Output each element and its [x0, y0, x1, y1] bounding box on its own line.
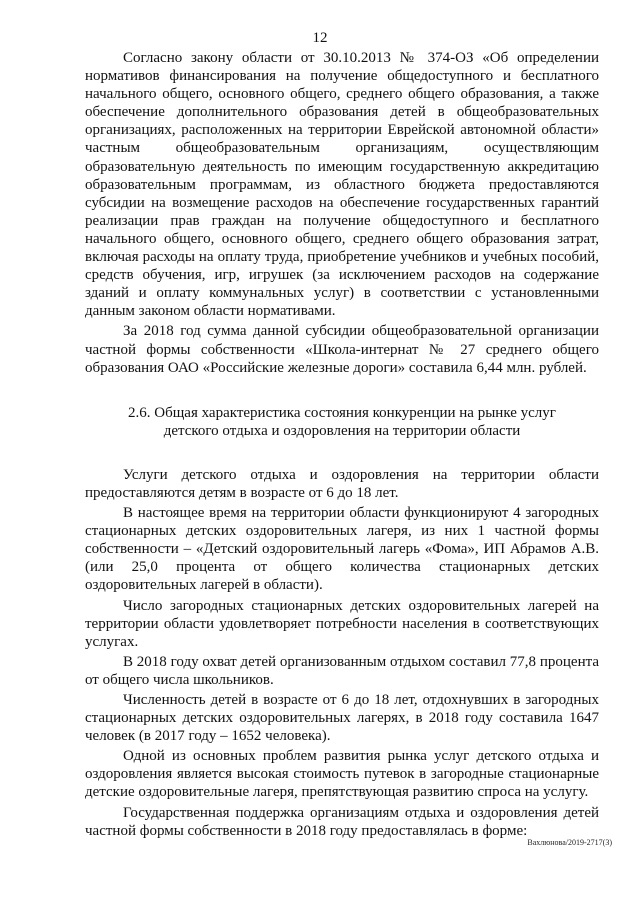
paragraph-coverage: В 2018 году охват детей организованным отдыхом составил 77,8 процента от общего числа школьников. — [85, 653, 599, 688]
paragraph-state-support: Государственная поддержка организациям отдыха и оздоровления детей частной формы собственности в 2018 году предоставлялась в форме: — [85, 804, 599, 839]
paragraph-camps-count: В настоящее время на территории области функционируют 4 загородных стационарных детских оздоровительных лагеря, из них 1 частной формы собственности – «Детский оздоровительный лагерь «Фома», ИП Абрамов А.В. (или 25,0 процента от общего количества стационарных детских оздоровительных лагерей в области). — [85, 505, 599, 594]
paragraph-demand: Число загородных стационарных детских оздоровительных лагерей на территории области удовлетворяет потребности населения в соответствующих услугах. — [85, 597, 599, 650]
page-number: 12 — [312, 30, 328, 46]
section-heading-line-1: 2.6. Общая характеристика состояния конкуренции на рынке услуг — [128, 404, 556, 421]
footer-document-code: Вахлюнова/2019-2717(3) — [527, 838, 612, 847]
document-body — [85, 49, 599, 840]
paragraph-age-range: Услуги детского отдыха и оздоровления на территории области предоставляются детям в возрасте от 6 до 18 лет. — [85, 466, 599, 501]
paragraph-subsidy-amount: За 2018 год сумма данной субсидии общеобразовательной организации частной формы собственности «Школа-интернат № 27 среднего общего образования ОАО «Российские железные дороги» составила 6,44 млн. рублей. — [85, 323, 599, 376]
paragraph-children-count: Численность детей в возрасте от 6 до 18 лет, отдохнувших в загородных стационарных детских оздоровительных лагерях, в 2018 году составила 1647 человек (в 2017 году – 1652 человека). — [85, 692, 599, 745]
paragraph-main-problem: Одной из основных проблем развития рынка услуг детского отдыха и оздоровления является высокая стоимость путевок в загородные стационарные детские оздоровительные лагеря, препятствующая развитию спроса на услугу. — [85, 748, 599, 801]
paragraph-law-subsidies: Согласно закону области от 30.10.2013 № 374-ОЗ «Об определении нормативов финансирования на получение общедоступного и бесплатного начального общего, основного общего, среднего общего образования, а также обеспечение дополнительного образования детей в общеобразовательных организациях, расположенных на территории Еврейской автономной области» частным общеобразовательным организациям, осуществляющим образовательную деятельность по имеющим государственную аккредитацию образовательным программам, из областного бюджета предоставляются субсидии на возмещение расходов на обеспечение государственных гарантий реализации прав граждан на получение общедоступного и бесплатного начального общего, основного общего, среднего общего образования затрат, включая расходы на оплату труда, приобретение учебников и учебных пособий, средств обучения, игр, игрушек (за исключением расходов на содержание зданий и оплату коммунальных услуг) в соответствии с установленными данным законом области нормативами. — [85, 50, 599, 320]
section-heading-line-2: детского отдыха и оздоровления на территории области — [163, 422, 521, 439]
section-heading — [85, 404, 599, 440]
